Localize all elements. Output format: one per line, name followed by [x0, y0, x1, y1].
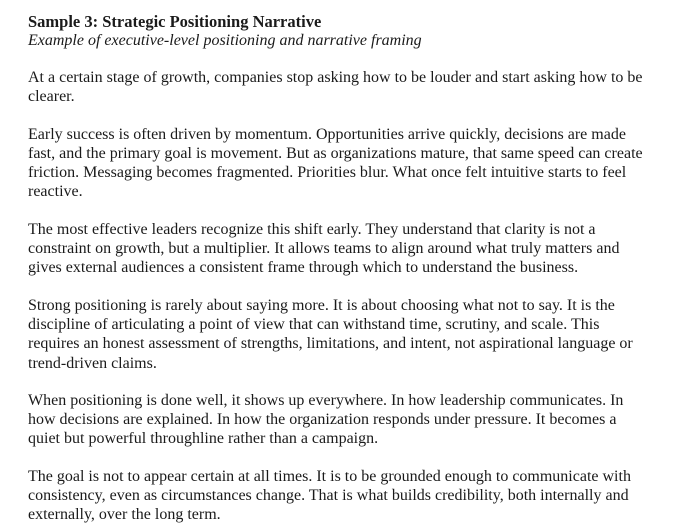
paragraph: Strong positioning is rarely about saying more. It is about choosing what not to say. It is the discipline of articulating a point of view that can withstand time, scrutiny, and scale. This requires an honest assessment of strengths, limitations, and intent, not aspirational language or trend-driven claims.	[28, 296, 633, 372]
paragraph: Early success is often driven by momentum. Opportunities arrive quickly, decisions are made fast, and the primary goal is movement. But as organizations mature, that same speed can create friction. Messaging becomes fragmented. Priorities blur. What once felt intuitive starts to feel reactive.	[28, 125, 643, 201]
document-header	[28, 12, 645, 50]
paragraph: The most effective leaders recognize this shift early. They understand that clarity is not a constraint on growth, but a multiplier. It allows teams to align around what truly matters and gives external audiences a consistent frame through which to understand the business.	[28, 220, 620, 277]
document-body	[28, 68, 645, 525]
document-subtitle: Example of executive-level positioning and narrative framing	[28, 32, 422, 49]
document-title: Sample 3: Strategic Positioning Narrative	[28, 12, 322, 31]
paragraph: The goal is not to appear certain at all times. It is to be grounded enough to communicate with consistency, even as circumstances change. That is what builds credibility, both internally and externally, over the long term.	[28, 467, 631, 524]
paragraph: When positioning is done well, it shows up everywhere. In how leadership communicates. In how decisions are explained. In how the organization responds under pressure. It becomes a quiet but powerful throughline rather than a campaign.	[28, 391, 624, 448]
paragraph: At a certain stage of growth, companies stop asking how to be louder and start asking how to be clearer.	[28, 69, 643, 106]
